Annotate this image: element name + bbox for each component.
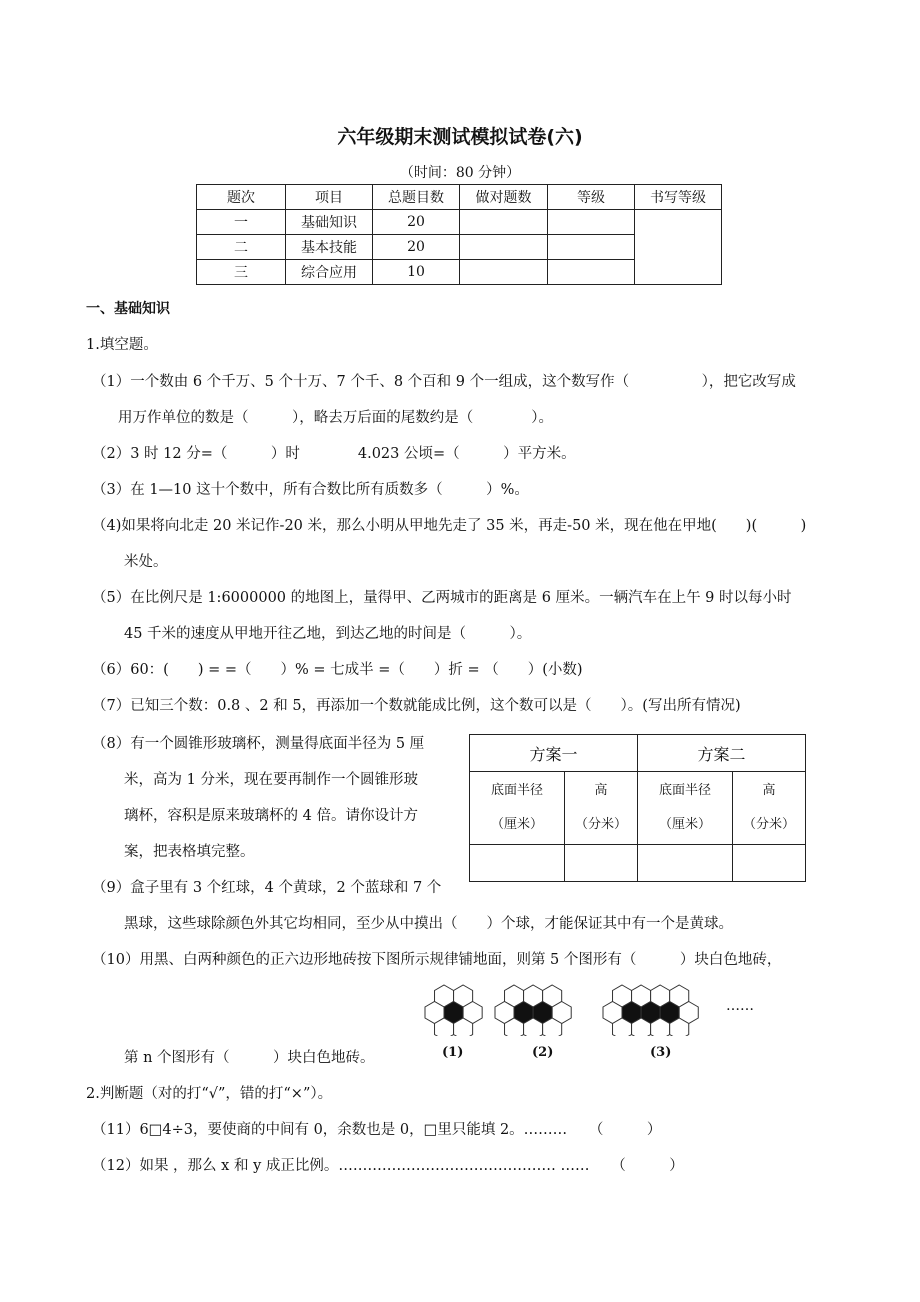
table-cell: 基础知识 [286,210,373,235]
hex-figure-2 [494,984,580,1036]
writing-grade-cell [635,210,722,285]
table-cell: 一 [197,210,286,235]
table-cell [460,235,548,260]
question-line: （4)如果将向北走 20 米记作-20 米，那么小明从甲地先走了 35 米，再走-50 米，现在他在甲地( )( ) [92,518,807,534]
table-cell [470,772,565,845]
header-cell: 题次 [197,185,286,210]
question-line: 黑球，这些球除颜色外其它均相同，至少从中摸出（ ）个球，才能保证其中有一个是黄球。 [124,916,733,932]
question-line: （8）有一个圆锥形玻璃杯，测量得底面半径为 5 厘 [92,736,425,752]
header-cell: 等级 [548,185,635,210]
plan-header: 方案一 [470,735,638,772]
radius-unit: （厘米） [658,817,711,832]
answer-cell [733,845,806,882]
table-cell: 10 [373,260,460,285]
table-cell [565,772,638,845]
table-cell: 三 [197,260,286,285]
score-table [196,184,722,285]
question-line: （7）已知三个数：0.8 、2 和 5，再添加一个数就能成比例，这个数可以是（ ）。(写出所有情况) [92,698,741,714]
table-cell [733,772,806,845]
table-row [197,185,722,210]
question-line: （10）用黑、白两种颜色的正六边形地砖按下图所示规律铺地面，则第 5 个图形有（ ）块白色地砖， [92,952,782,968]
question-line: 米，高为 1 分米，现在要再制作一个圆锥形玻 [124,772,418,788]
figure-label: (1) [442,1045,464,1060]
part-heading: 2.判断题（对的打“√”，错的打“×”）。 [86,1086,333,1102]
question-line: （6）60：( ) = =（ ）% = 七成半 =（ ）折 = （ ）(小数) [92,662,583,678]
plan-table [469,734,806,882]
question-line: 案，把表格填完整。 [124,844,255,860]
radius-label: 底面半径 [490,783,543,798]
section-heading: 一、基础知识 [86,301,170,317]
question-line: （12）如果 ，那么 x 和 y 成正比例。……………………………………… …… （ ） [92,1158,684,1174]
table-cell [548,260,635,285]
table-cell: 20 [373,235,460,260]
answer-cell [565,845,638,882]
table-cell [460,260,548,285]
table-row [197,210,722,235]
question-line: （2）3 时 12 分=（ ）时 4.023 公顷=（ ）平方米。 [92,446,576,462]
table-cell: 综合应用 [286,260,373,285]
plan-header: 方案二 [638,735,806,772]
table-cell [548,235,635,260]
question-line: （9）盒子里有 3 个红球，4 个黄球，2 个蓝球和 7 个 [92,880,442,896]
hex-tiles [425,985,482,1036]
table-cell [460,210,548,235]
question-line: 45 千米的速度从甲地开往乙地，到达乙地的时间是（ ）。 [124,626,532,642]
table-cell: 二 [197,235,286,260]
question-line: 璃杯，容积是原来玻璃杯的 4 倍。请你设计方 [124,808,418,824]
hex-figure-3 [602,984,716,1036]
header-cell: 总题目数 [373,185,460,210]
radius-label: 底面半径 [658,783,711,798]
question-line: 用万作单位的数是（ ），略去万后面的尾数约是（ ）。 [118,410,553,426]
radius-unit: （厘米） [490,817,543,832]
question-line: 米处。 [124,554,168,570]
height-unit: （分米） [574,817,627,832]
answer-cell [638,845,733,882]
hex-figure-1 [424,984,490,1036]
question-line: （3）在 1—10 这十个数中，所有合数比所有质数多（ ）%。 [92,482,529,498]
header-cell: 书写等级 [635,185,722,210]
time-note: （时间：80 分钟） [399,165,521,181]
ellipsis: …… [726,998,754,1014]
height-label: 高 [762,783,776,798]
question-line: （5）在比例尺是 1:6000000 的地图上，量得甲、乙两城市的距离是 6 厘米。一辆汽车在上午 9 时以每小时 [92,590,792,606]
table-cell [548,210,635,235]
part-heading: 1.填空题。 [86,337,158,353]
page-title: 六年级期末测试模拟试卷(六) [337,126,583,148]
header-cell: 做对题数 [460,185,548,210]
question-line: 第 n 个图形有（ ）块白色地砖。 [124,1050,375,1066]
table-cell: 20 [373,210,460,235]
table-cell: 基本技能 [286,235,373,260]
table-row [470,845,806,882]
question-line: （1）一个数由 6 个千万、5 个十万、7 个千、8 个百和 9 个一组成，这个数写作（ ），把它改写成 [92,374,796,390]
figure-label: (3) [650,1045,672,1060]
answer-cell [470,845,565,882]
table-row [470,735,806,772]
figure-label: (2) [532,1045,554,1060]
header-cell: 项目 [286,185,373,210]
hex-tiles [603,985,698,1036]
height-unit: （分米） [742,817,795,832]
question-line: （11）6□4÷3，要使商的中间有 0，余数也是 0，□里只能填 2。……… （ ） [92,1122,662,1138]
height-label: 高 [594,783,608,798]
table-row [470,772,806,845]
table-cell [638,772,733,845]
hex-tiles [495,985,571,1036]
